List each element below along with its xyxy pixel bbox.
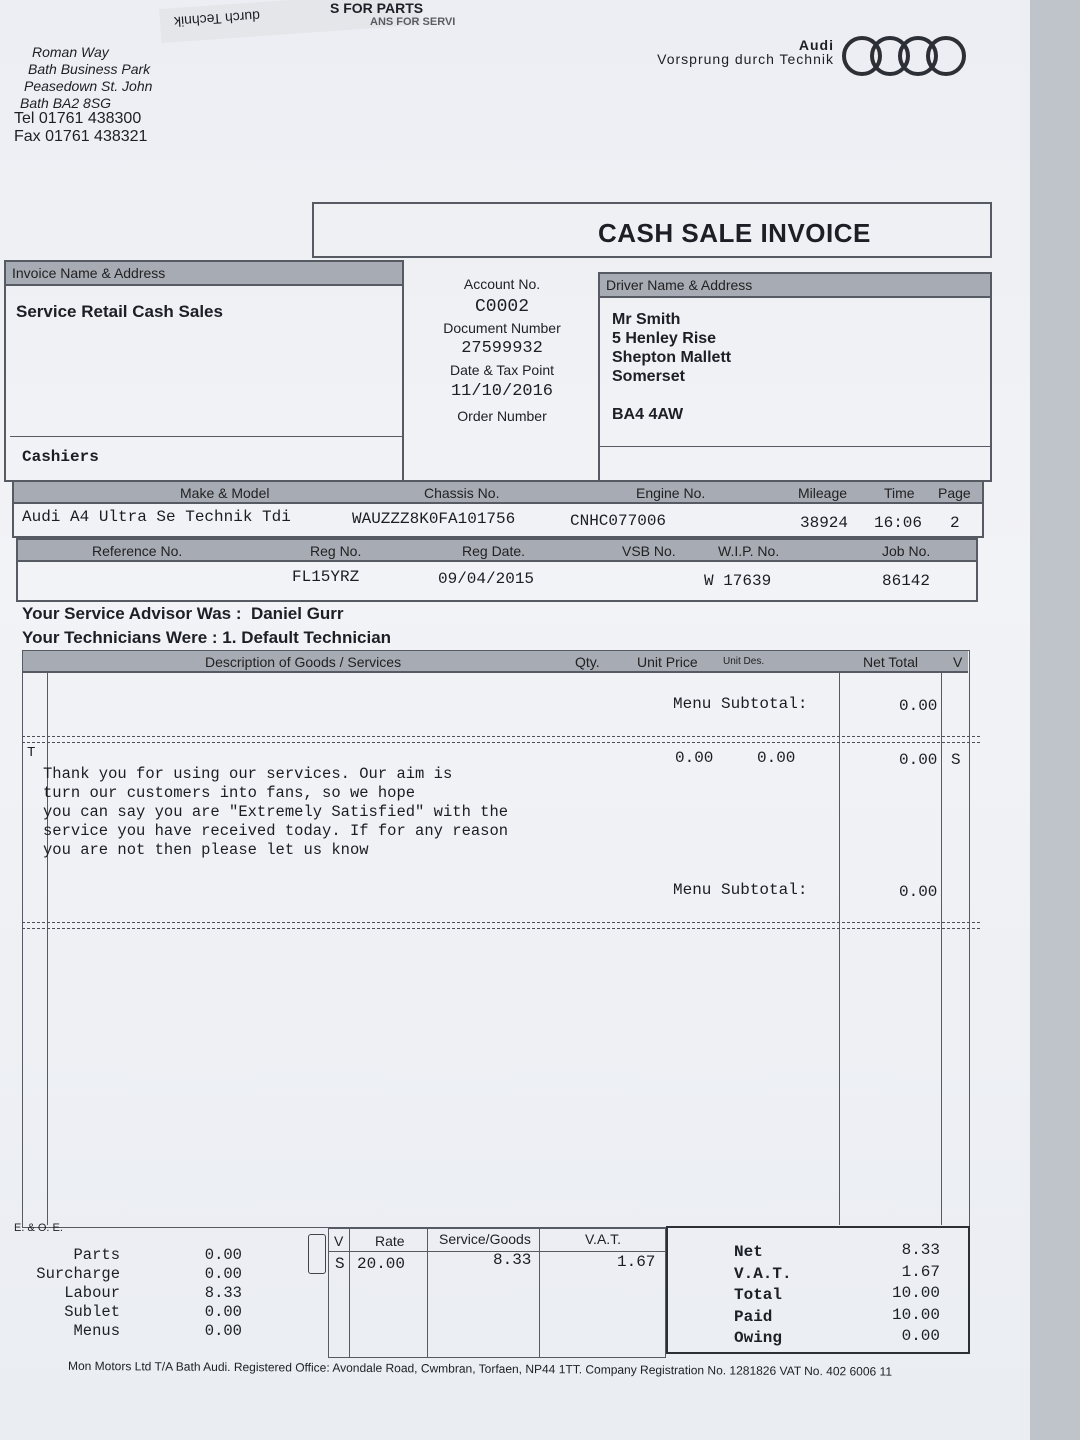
regdate-label: Reg Date.	[462, 543, 526, 559]
brand-text	[610, 38, 834, 66]
advisor-label: Your Service Advisor Was :	[22, 604, 242, 623]
menu-subtotal-label: Menu Subtotal:	[673, 695, 808, 713]
dashed-separator	[22, 736, 980, 737]
engine-label: Engine No.	[636, 485, 706, 501]
reg-label: Reg No.	[310, 543, 362, 559]
dealer-contact	[14, 110, 147, 146]
technician-name: Default Technician	[241, 628, 392, 647]
driver-postcode: BA4 4AW	[612, 406, 684, 423]
unit-des-header: Unit Des.	[723, 656, 765, 667]
address-line: Roman Way	[32, 44, 109, 60]
vat-row-code: S	[335, 1255, 345, 1273]
summary-value: 0.00	[901, 1327, 940, 1345]
recycle-icon	[308, 1234, 326, 1274]
document-label: Document Number	[443, 320, 561, 336]
wip-label: W.I.P. No.	[718, 543, 780, 559]
row-qty: 0.00	[675, 749, 714, 767]
time-value: 16:06	[874, 514, 923, 532]
regdate-value: 09/04/2015	[438, 570, 535, 588]
summary-values	[892, 1240, 940, 1348]
mileage-label: Mileage	[798, 485, 848, 501]
message-line: turn our customers into fans, so we hope	[43, 784, 416, 802]
vehicle-header	[14, 482, 982, 504]
driver-line: Somerset	[612, 368, 685, 385]
page-value: 2	[950, 514, 960, 532]
message-line: you can say you are "Extremely Satisfied" with the	[43, 803, 509, 821]
chassis-label: Chassis No.	[424, 485, 500, 501]
driver-address-header: Driver Name & Address	[600, 274, 990, 298]
make-model-label: Make & Model	[180, 485, 270, 501]
driver-line: 5 Henley Rise	[612, 330, 717, 347]
summary-labels	[734, 1242, 792, 1350]
breakdown-label: Parts	[73, 1246, 120, 1264]
order-label: Order Number	[457, 408, 547, 424]
description-header: Description of Goods / Services	[205, 654, 402, 670]
wip-value: W 17639	[704, 572, 772, 590]
company-footer: Mon Motors Ltd T/A Bath Audi. Registered Office: Avondale Road, Cwmbran, Torfaen, NP44 1TT. Company Registration No. 1281826 VAT No. 402 6006 11	[67, 1358, 893, 1379]
driver-address	[612, 310, 731, 386]
breakdown-label: Sublet	[64, 1303, 120, 1321]
address-line: Bath Business Park	[28, 61, 151, 77]
chassis-value: WAUZZZ8K0FA101756	[352, 510, 516, 528]
summary-label: Paid	[734, 1307, 773, 1326]
brand-name: Audi	[798, 37, 834, 53]
menu-subtotal-value: 0.00	[899, 697, 938, 715]
menu-subtotal-value-2: 0.00	[899, 883, 938, 901]
cost-breakdown	[20, 1246, 250, 1341]
dashed-separator	[22, 928, 980, 929]
summary-label: Owing	[734, 1329, 783, 1347]
breakdown-label: Labour	[64, 1284, 120, 1302]
cashiers-label: Cashiers	[22, 448, 99, 466]
breakdown-value: 0.00	[204, 1246, 242, 1264]
summary-value: 10.00	[891, 1305, 940, 1324]
row-unit-price: 0.00	[757, 749, 796, 767]
invoice-name: Service Retail Cash Sales	[16, 302, 223, 321]
summary-label: Total	[734, 1286, 783, 1304]
summary-value: 10.00	[891, 1284, 940, 1302]
vehicle-details	[12, 480, 984, 538]
invoice-address-box	[4, 260, 404, 482]
account-info	[404, 272, 600, 428]
summary-label: V.A.T.	[734, 1264, 792, 1283]
background-surface	[1030, 0, 1080, 1440]
eoe-note: E. & O. E.	[14, 1222, 63, 1234]
reference-details	[16, 538, 978, 602]
mileage-value: 38924	[800, 514, 849, 532]
vat-row-vat: 1.67	[617, 1253, 656, 1271]
vat-vat-header: V.A.T.	[585, 1231, 622, 1247]
vat-rate-header: Rate	[375, 1233, 405, 1249]
address-line: Peasedown St. John	[24, 78, 153, 94]
message-line: Thank you for using our services. Our aim is	[43, 765, 453, 783]
dealer-fax: Fax 01761 438321	[14, 128, 148, 145]
time-label: Time	[884, 485, 915, 501]
qty-header: Qty.	[575, 654, 600, 670]
unit-price-header: Unit Price	[637, 654, 698, 670]
underlying-sheet-text-3: ANS FOR SERVI	[370, 16, 456, 28]
line-items-header	[23, 651, 968, 673]
reg-value: FL15YRZ	[292, 568, 360, 586]
vat-row-goods: 8.33	[493, 1251, 532, 1269]
account-number: C0002	[474, 297, 529, 317]
breakdown-value: 0.00	[204, 1303, 242, 1321]
underlying-sheet-text-2: S FOR PARTS	[330, 0, 424, 16]
advisor-info	[22, 602, 391, 650]
account-label: Account No.	[463, 276, 541, 292]
invoice-summary	[666, 1226, 970, 1354]
row-marker: T	[27, 745, 36, 761]
address-line: Bath BA2 8SG	[20, 95, 112, 111]
job-value: 86142	[882, 572, 931, 590]
dealer-tel: Tel 01761 438300	[14, 110, 142, 127]
net-total-header: Net Total	[863, 654, 918, 670]
driver-line: Shepton Mallett	[612, 349, 732, 366]
engine-value: CNHC077006	[570, 512, 667, 530]
v-header: V	[953, 654, 963, 670]
vat-analysis-table	[328, 1228, 666, 1358]
dashed-separator	[22, 922, 980, 923]
page-label: Page	[938, 485, 971, 501]
invoice-address-header: Invoice Name & Address	[6, 262, 402, 286]
audi-rings-logo	[842, 34, 972, 78]
vat-v-header: V	[334, 1233, 344, 1249]
message-line: service you have received today. If for any reason	[43, 822, 509, 840]
driver-address-box	[598, 272, 992, 482]
document-number: 27599932	[461, 339, 543, 358]
dashed-separator	[22, 742, 980, 743]
dealer-address	[20, 44, 152, 112]
summary-value: 1.67	[901, 1262, 940, 1281]
underlying-sheet-text: durch Technik	[173, 8, 261, 31]
make-model-value: Audi A4 Ultra Se Technik Tdi	[22, 508, 291, 526]
message-line: you are not then please let us know	[43, 841, 369, 859]
breakdown-value: 0.00	[204, 1322, 242, 1340]
customer-message	[43, 765, 508, 860]
date-tax-point: 11/10/2016	[450, 382, 554, 401]
breakdown-label: Menus	[73, 1322, 120, 1340]
summary-value: 8.33	[901, 1241, 940, 1259]
driver-line: Mr Smith	[612, 311, 681, 328]
brand-slogan: Vorsprung durch Technik	[657, 51, 834, 67]
breakdown-value: 8.33	[204, 1284, 242, 1302]
job-label: Job No.	[882, 543, 931, 559]
vsb-label: VSB No.	[622, 543, 676, 559]
technician-label: Your Technicians Were : 1.	[22, 628, 237, 647]
menu-subtotal-label-2: Menu Subtotal:	[673, 881, 808, 899]
row-vat-code: S	[951, 751, 961, 769]
date-label: Date & Tax Point	[449, 362, 555, 378]
row-net-total: 0.00	[899, 751, 938, 769]
breakdown-label: Surcharge	[36, 1265, 120, 1283]
summary-label: Net	[734, 1243, 763, 1261]
page-title: CASH SALE INVOICE	[598, 218, 871, 248]
title-box	[312, 202, 992, 258]
reference-header	[18, 540, 976, 562]
advisor-name: Daniel Gurr	[250, 604, 344, 623]
vat-row-rate: 20.00	[357, 1255, 406, 1273]
reference-label: Reference No.	[92, 543, 183, 559]
breakdown-value: 0.00	[204, 1265, 242, 1283]
vat-goods-header: Service/Goods	[439, 1231, 531, 1247]
